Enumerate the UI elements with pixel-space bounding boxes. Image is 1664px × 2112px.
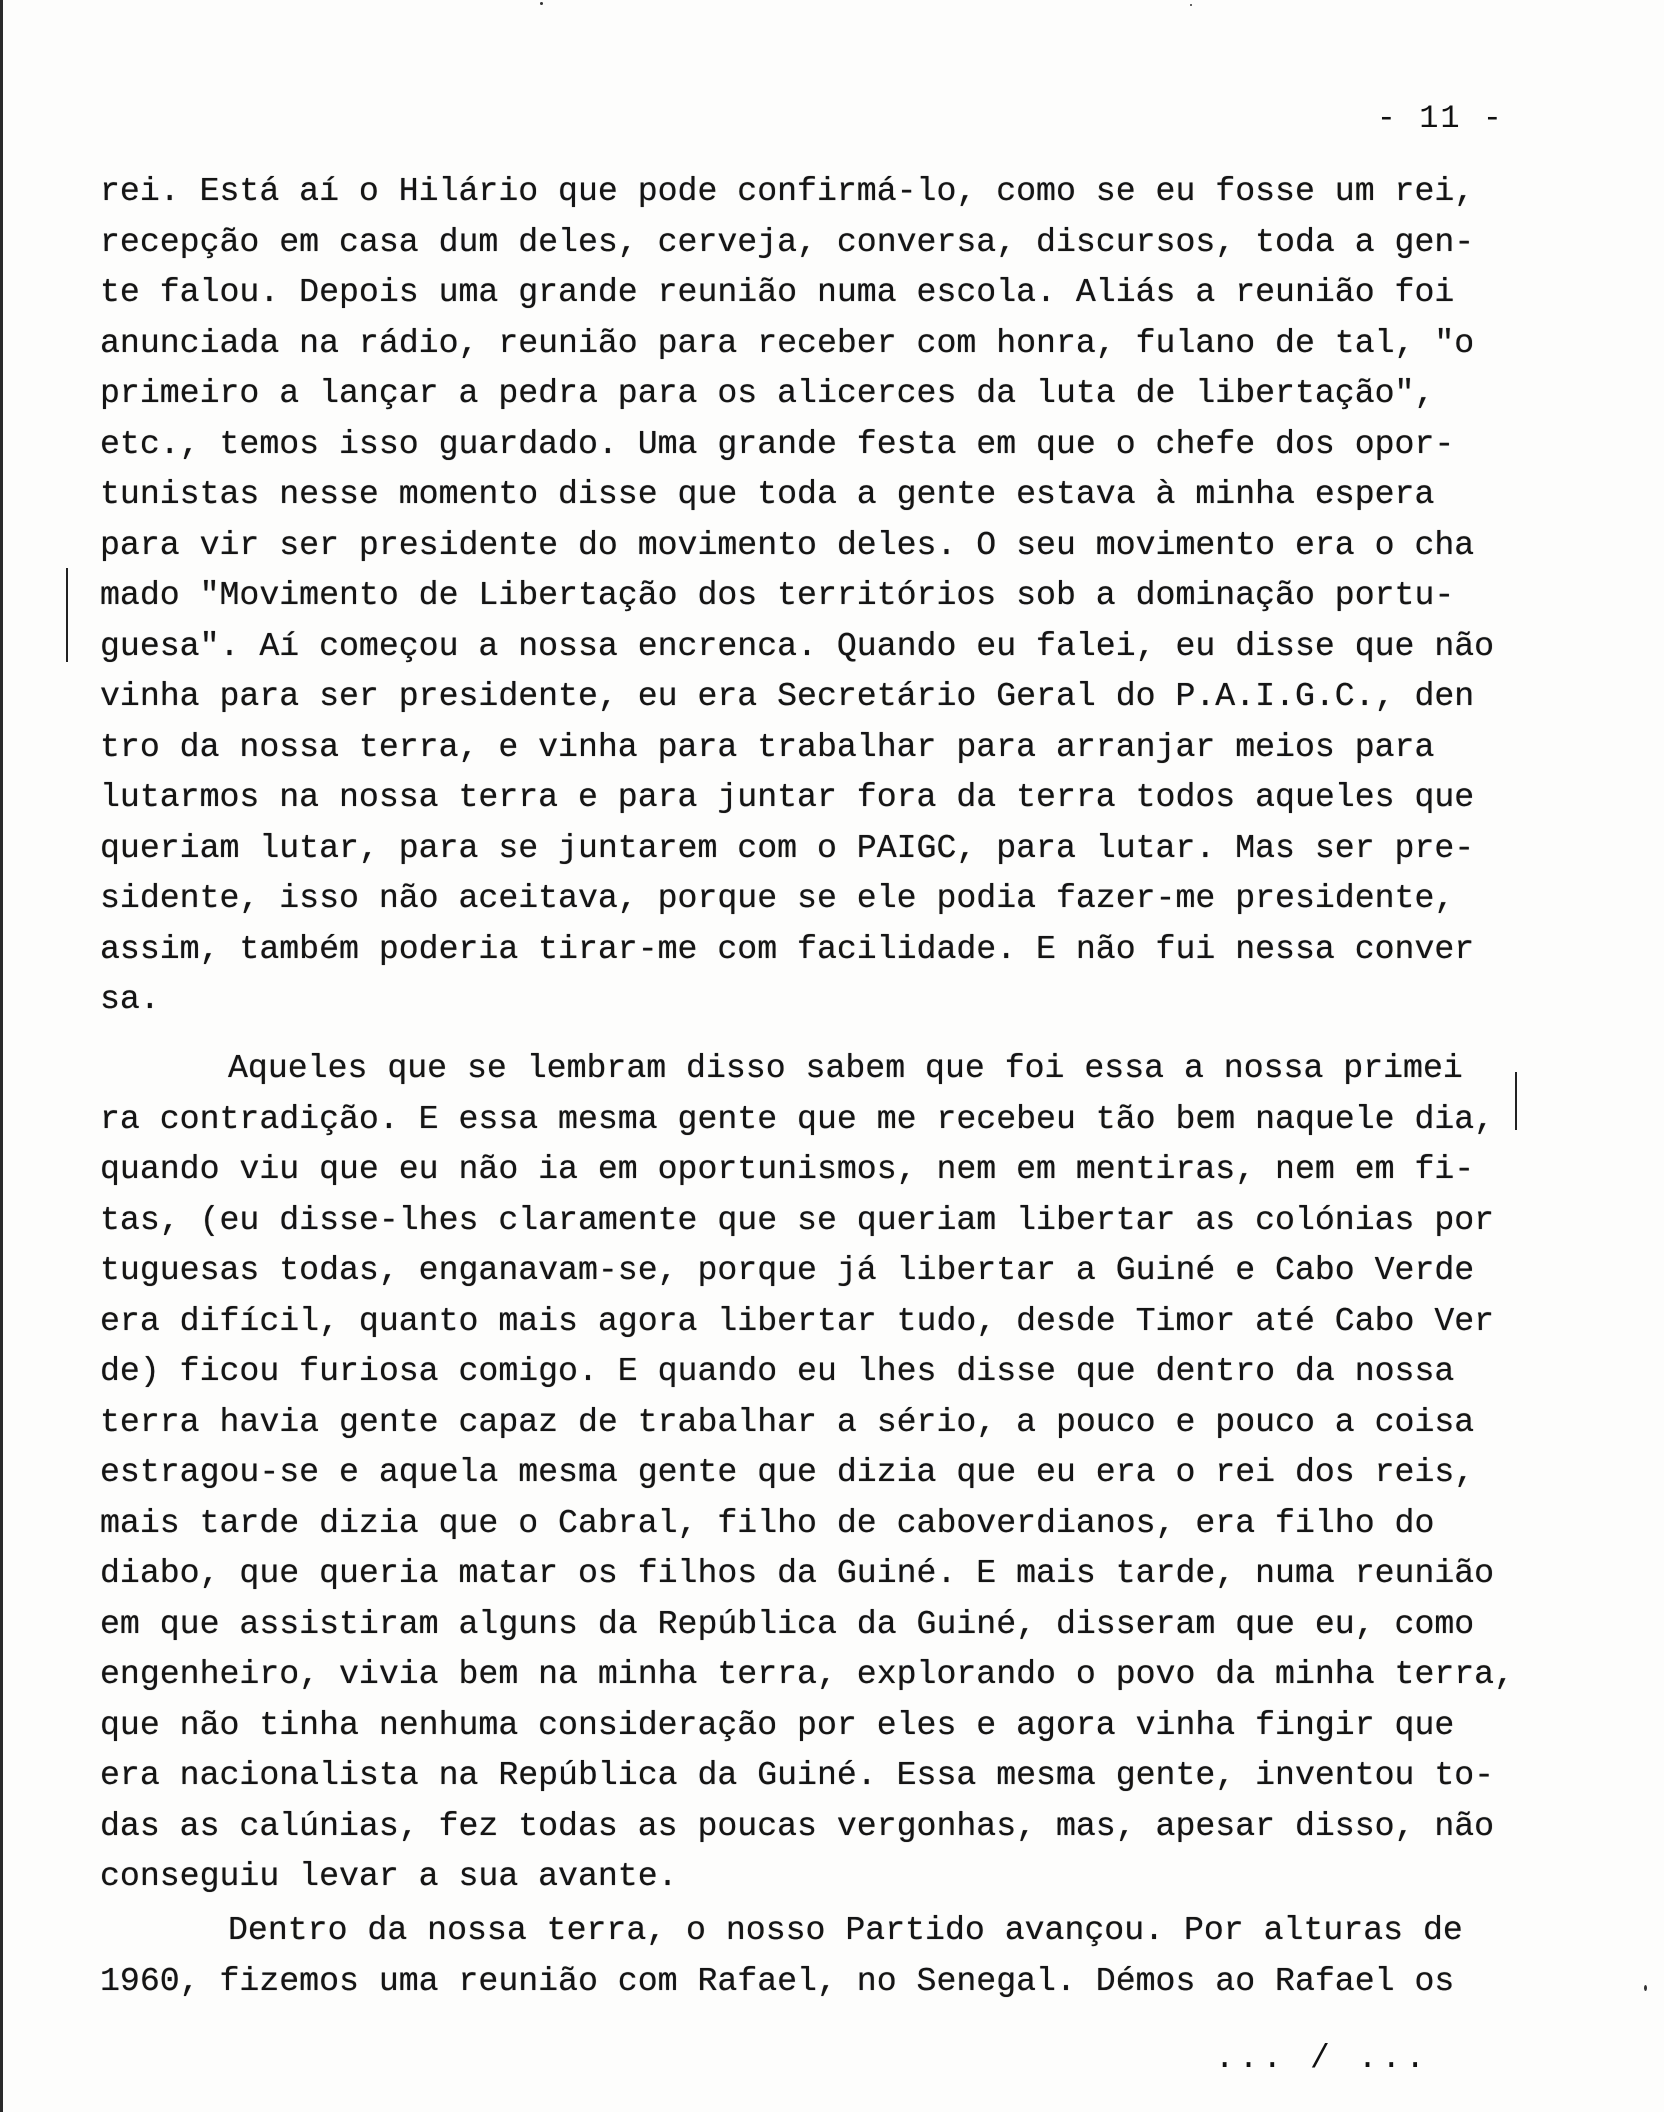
text-line: guesa". Aí começou a nossa encrenca. Quando eu falei, eu disse que não bbox=[100, 626, 1495, 665]
scan-speck bbox=[1190, 4, 1192, 6]
text-line: diabo, que queria matar os filhos da Guiné. E mais tarde, numa reunião bbox=[100, 1554, 1495, 1592]
text-line: conseguiu levar a sua avante. bbox=[100, 1857, 678, 1895]
text-line: estragou-se e aquela mesma gente que dizia que eu era o rei dos reis, bbox=[100, 1453, 1475, 1491]
text-line: quando viu que eu não ia em oportunismos, nem em mentiras, nem em fi- bbox=[100, 1150, 1475, 1188]
continuation-mark: ... / ... bbox=[1214, 2040, 1429, 2077]
text-line: etc., temos isso guardado. Uma grande festa em que o chefe dos opor- bbox=[100, 424, 1455, 463]
margin-mark-right bbox=[1515, 1072, 1517, 1130]
text-line: queriam lutar, para se juntarem com o PAIGC, para lutar. Mas ser pre- bbox=[100, 828, 1475, 867]
text-line: era nacionalista na República da Guiné. Essa mesma gente, inventou to- bbox=[100, 1756, 1495, 1794]
text-line: de) ficou furiosa comigo. E quando eu lhes disse que dentro da nossa bbox=[100, 1352, 1455, 1390]
paragraph-1 bbox=[100, 166, 1530, 1025]
text-line: sidente, isso não aceitava, porque se ele podia fazer-me presidente, bbox=[100, 879, 1455, 917]
text-line: em que assistiram alguns da República da Guiné, disseram que eu, como bbox=[100, 1604, 1475, 1643]
text-line: anunciada na rádio, reunião para receber com honra, fulano de tal, "o bbox=[100, 323, 1475, 362]
text-line: tunistas nesse momento disse que toda a gente estava à minha espera bbox=[100, 475, 1435, 513]
text-line: engenheiro, vivia bem na minha terra, explorando o povo da minha terra, bbox=[100, 1655, 1515, 1693]
text-line: tro da nossa terra, e vinha para trabalhar para arranjar meios para bbox=[100, 727, 1435, 766]
text-line: primeiro a lançar a pedra para os alicerces da luta de libertação", bbox=[100, 374, 1435, 412]
text-line: terra havia gente capaz de trabalhar a sério, a pouco e pouco a coisa bbox=[100, 1402, 1475, 1441]
text-line: ra contradição. E essa mesma gente que me recebeu tão bem naquele dia, bbox=[100, 1099, 1495, 1138]
text-line: mais tarde dizia que o Cabral, filho de caboverdianos, era filho do bbox=[100, 1503, 1435, 1542]
text-line: lutarmos na nossa terra e para juntar fora da terra todos aqueles que bbox=[100, 778, 1475, 816]
scan-speck bbox=[540, 2, 543, 5]
text-line: Aqueles que se lembram disso sabem que foi essa a nossa primei bbox=[228, 1049, 1463, 1087]
page-number: - 11 - bbox=[1376, 100, 1504, 137]
scan-speck bbox=[1644, 1985, 1647, 1991]
text-line: te falou. Depois uma grande reunião numa escola. Aliás a reunião foi bbox=[100, 273, 1455, 311]
text-line: assim, também poderia tirar-me com facilidade. E não fui nessa conver bbox=[100, 929, 1475, 968]
text-line: sa. bbox=[100, 980, 160, 1018]
text-line: mado "Movimento de Libertação dos territórios sob a dominação portu- bbox=[100, 576, 1455, 614]
paragraph-2 bbox=[100, 1043, 1530, 1902]
text-line: vinha para ser presidente, eu era Secretário Geral do P.A.I.G.C., den bbox=[100, 677, 1475, 715]
text-line: tuguesas todas, enganavam-se, porque já libertar a Guiné e Cabo Verde bbox=[100, 1251, 1475, 1289]
text-line: tas, (eu disse-lhes claramente que se queriam libertar as colónias por bbox=[100, 1200, 1495, 1239]
text-line: que não tinha nenhuma consideração por eles e agora vinha fingir que bbox=[100, 1705, 1455, 1744]
text-line: das as calúnias, fez todas as poucas vergonhas, mas, apesar disso, não bbox=[100, 1806, 1495, 1845]
paragraph-3 bbox=[100, 1905, 1530, 2006]
page-left-edge bbox=[0, 0, 3, 2112]
text-line: era difícil, quanto mais agora libertar tudo, desde Timor até Cabo Ver bbox=[100, 1301, 1495, 1340]
margin-mark-left bbox=[66, 568, 68, 662]
text-line: 1960, fizemos uma reunião com Rafael, no Senegal. Démos ao Rafael os bbox=[100, 1961, 1455, 2000]
text-line: para vir ser presidente do movimento deles. O seu movimento era o cha bbox=[100, 525, 1475, 564]
text-line: Dentro da nossa terra, o nosso Partido avançou. Por alturas de bbox=[228, 1911, 1463, 1949]
text-line: rei. Está aí o Hilário que pode confirmá-lo, como se eu fosse um rei, bbox=[100, 172, 1475, 210]
text-line: recepção em casa dum deles, cerveja, conversa, discursos, toda a gen- bbox=[100, 222, 1475, 261]
